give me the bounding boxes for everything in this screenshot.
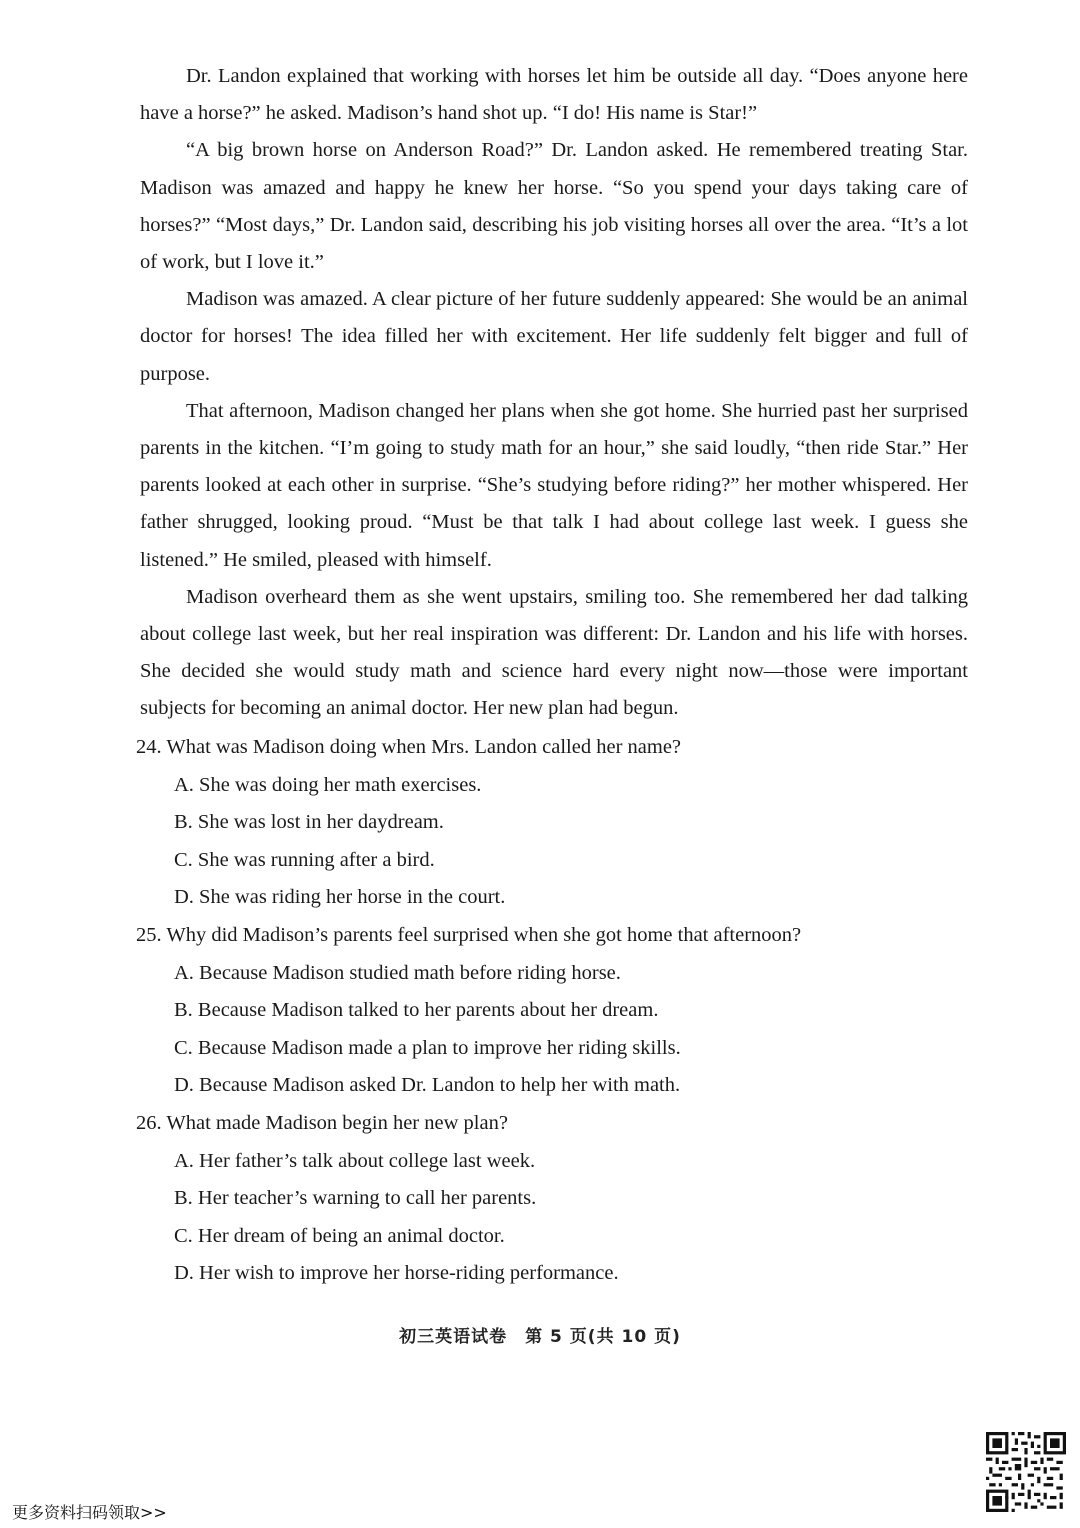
question-stem: 26. What made Madison begin her new plan? xyxy=(136,1111,508,1134)
reading-passage xyxy=(140,58,968,728)
option-d: D. Because Madison asked Dr. Landon to help her with math. xyxy=(174,1074,681,1097)
option-a: A. She was doing her math exercises. xyxy=(174,773,482,796)
option-b: B. Her teacher’s warning to call her parents. xyxy=(174,1187,537,1210)
page-footer: 初三英语试卷 第 5 页(共 10 页) xyxy=(399,1327,681,1347)
option-d: D. Her wish to improve her horse-riding performance. xyxy=(174,1262,619,1285)
option-a: A. Because Madison studied math before riding horse. xyxy=(174,961,621,984)
option-c: C. She was running after a bird. xyxy=(174,848,435,871)
passage-paragraph: “A big brown horse on Anderson Road?” Dr. Landon asked. He remembered treating Star. Madison was amazed and happy he knew her horse. “So you spend your days taking care of horses?” “Most days,” Dr. Landon said, describing his job visiting horses all over the area. “It’s a lot of work, but I love it.” xyxy=(140,139,968,274)
option-b: B. Because Madison talked to her parents about her dream. xyxy=(174,999,659,1022)
option-d: D. She was riding her horse in the court. xyxy=(174,886,506,909)
question-26 xyxy=(136,1105,976,1293)
option-c: C. Her dream of being an animal doctor. xyxy=(174,1224,505,1247)
qr-code-icon[interactable] xyxy=(986,1432,1066,1512)
passage-paragraph: Madison was amazed. A clear picture of her future suddenly appeared: She would be an animal doctor for horses! The idea filled her with excitement. Her life suddenly felt bigger and full of purpose. xyxy=(140,288,968,385)
passage-paragraph: That afternoon, Madison changed her plans when she got home. She hurried past her surprised parents in the kitchen. “I’m going to study math for an hour,” she said loudly, “then ride Star.” Her parents looked at each other in surprise. “She’s studying before riding?” her mother whispered. Her father shrugged, looking proud. “Must be that talk I had about college last week. I guess she listened.” He smiled, pleased with himself. xyxy=(140,399,968,571)
question-stem: 25. Why did Madison’s parents feel surprised when she got home that afternoon? xyxy=(136,923,802,946)
question-list xyxy=(136,729,976,1293)
question-25 xyxy=(136,917,976,1105)
option-a: A. Her father’s talk about college last week. xyxy=(174,1149,536,1172)
option-b: B. She was lost in her daydream. xyxy=(174,811,444,834)
passage-paragraph: Dr. Landon explained that working with horses let him be outside all day. “Does anyone here have a horse?” he asked. Madison’s hand shot up. “I do! His name is Star!” xyxy=(140,65,968,125)
question-stem: 24. What was Madison doing when Mrs. Landon called her name? xyxy=(136,736,682,758)
question-24 xyxy=(136,729,976,917)
option-c: C. Because Madison made a plan to improve her riding skills. xyxy=(174,1036,681,1059)
passage-paragraph: Madison overheard them as she went upstairs, smiling too. She remembered her dad talking about college last week, but her real inspiration was different: Dr. Landon and his life with horses. She decided she would study math and science hard every night now—those were important subjects for becoming an animal doctor. Her new plan had begun. xyxy=(140,585,968,720)
scan-for-more-link[interactable]: 更多资料扫码领取>> xyxy=(12,1503,167,1522)
